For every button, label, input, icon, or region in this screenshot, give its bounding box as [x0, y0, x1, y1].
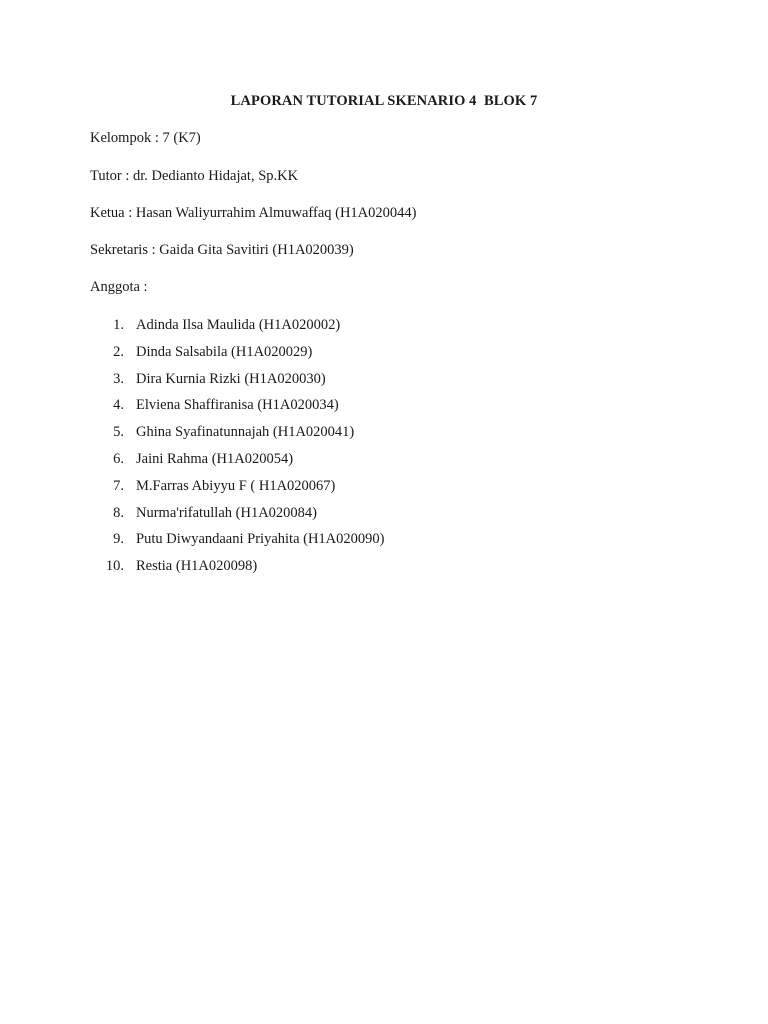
tutor-line: Tutor : dr. Dedianto Hidajat, Sp.KK [90, 168, 299, 184]
ketua-line: Ketua : Hasan Waliyurrahim Almuwaffaq (H1A020044) [90, 205, 417, 221]
member-item [0, 396, 768, 423]
kelompok-line: Kelompok : 7 (K7) [90, 130, 201, 146]
member-item [0, 477, 768, 504]
member-name: Dinda Salsabila (H1A020029) [136, 343, 313, 360]
member-number: 8. [113, 504, 124, 521]
member-number: 4. [113, 397, 124, 414]
member-item [0, 423, 768, 450]
member-number: 5. [113, 424, 124, 441]
member-name: Nurma'rifatullah (H1A020084) [136, 504, 317, 521]
member-item [0, 504, 768, 531]
member-number: 7. [113, 477, 124, 494]
member-number: 1. [113, 317, 124, 333]
member-name: Putu Diwyandaani Priyahita (H1A020090) [136, 531, 385, 548]
member-item [0, 557, 768, 584]
member-number: 9. [113, 531, 124, 548]
member-name: Jaini Rahma (H1A020054) [136, 450, 294, 467]
anggota-label: Anggota : [90, 279, 148, 295]
member-item [0, 316, 768, 343]
member-name: Adinda Ilsa Maulida (H1A020002) [136, 317, 341, 333]
sekretaris-line: Sekretaris : Gaida Gita Savitiri (H1A020039) [90, 242, 354, 258]
member-name: M.Farras Abiyyu F ( H1A020067) [136, 477, 336, 494]
member-item [0, 343, 768, 370]
member-name: Restia (H1A020098) [136, 558, 258, 575]
member-item [0, 370, 768, 397]
member-number: 3. [113, 370, 124, 387]
member-item [0, 530, 768, 557]
member-name: Ghina Syafinatunnajah (H1A020041) [136, 424, 355, 441]
member-number: 6. [113, 450, 124, 467]
member-item [0, 450, 768, 477]
member-name: Elviena Shaffiranisa (H1A020034) [136, 397, 339, 414]
member-list [0, 316, 768, 584]
document-title: LAPORAN TUTORIAL SKENARIO 4 BLOK 7 [230, 93, 538, 109]
member-number: 10. [105, 558, 124, 575]
member-name: Dira Kurnia Rizki (H1A020030) [136, 370, 326, 387]
member-number: 2. [113, 343, 124, 360]
